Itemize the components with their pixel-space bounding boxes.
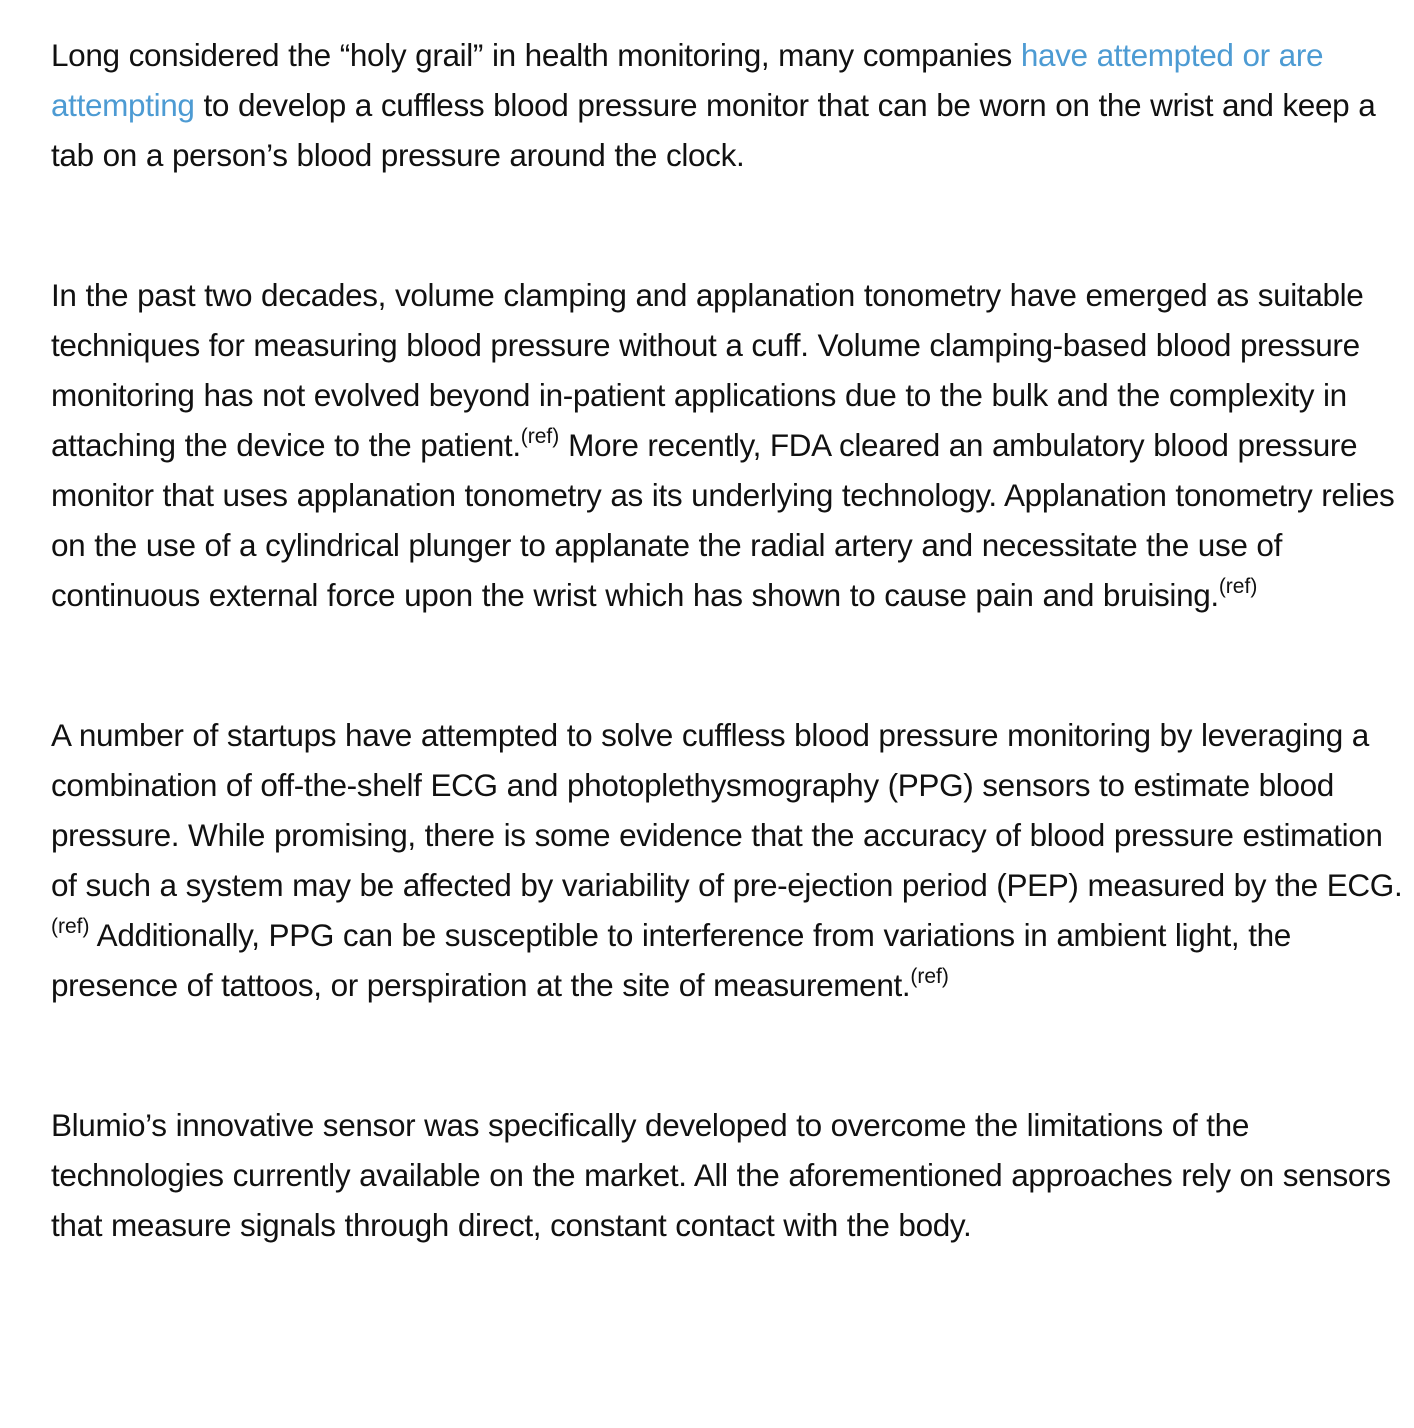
paragraph-intro (51, 30, 1403, 180)
blumio-sensor-text: Blumio’s innovative sensor was specifically developed to overcome the limitations of the technologies currently available on the market. All the aforementioned approaches rely on sensors that measure signals through direct, constant contact with the body. (51, 1107, 1391, 1243)
startups-text-part1: A number of startups have attempted to solve cuffless blood pressure monitoring by leveraging a combination of off-the-shelf ECG and photoplethysmography (PPG) sensors to estimate blood pressure. While promising, there is some evidence that the accuracy of blood pressure estimation of such a system may be affected by variability of pre-ejection period (PEP) measured by the ECG. (51, 717, 1403, 903)
paragraph-existing-techniques (51, 270, 1403, 620)
intro-text-end: to develop a cuffless blood pressure monitor that can be worn on the wrist and keep a tab on a person’s blood pressure around the clock. (51, 87, 1376, 173)
paragraph-blumio-sensor (51, 1100, 1403, 1250)
reference-marker: (ref) (1218, 574, 1258, 598)
article-body (51, 30, 1403, 1250)
techniques-text-part2: More recently, FDA cleared an ambulatory blood pressure monitor that uses applanation tonometry as its underlying technology. Applanation tonometry relies on the use of a cylindrical plunger to applanate the radial artery and necessitate the use of continuous external force upon the wrist which has shown to cause pain and bruising. (51, 427, 1395, 613)
startups-text-part2: Additionally, PPG can be susceptible to interference from variations in ambient light, the presence of tattoos, or perspiration at the site of measurement. (51, 917, 1291, 1003)
reference-marker: (ref) (51, 914, 90, 938)
reference-marker: (ref) (520, 424, 560, 448)
paragraph-startups (51, 710, 1403, 1010)
techniques-text-part1: In the past two decades, volume clamping and applanation tonometry have emerged as suitable techniques for measuring blood pressure without a cuff. Volume clamping-based blood pressure monitoring has not evolved beyond in-patient applications due to the bulk and the complexity in attaching the device to the patient. (51, 277, 1364, 463)
attempts-link[interactable]: have attempted or are attempting (51, 37, 1324, 123)
intro-text-start: Long considered the “holy grail” in health monitoring, many companies (51, 37, 1021, 73)
reference-marker: (ref) (910, 964, 949, 988)
